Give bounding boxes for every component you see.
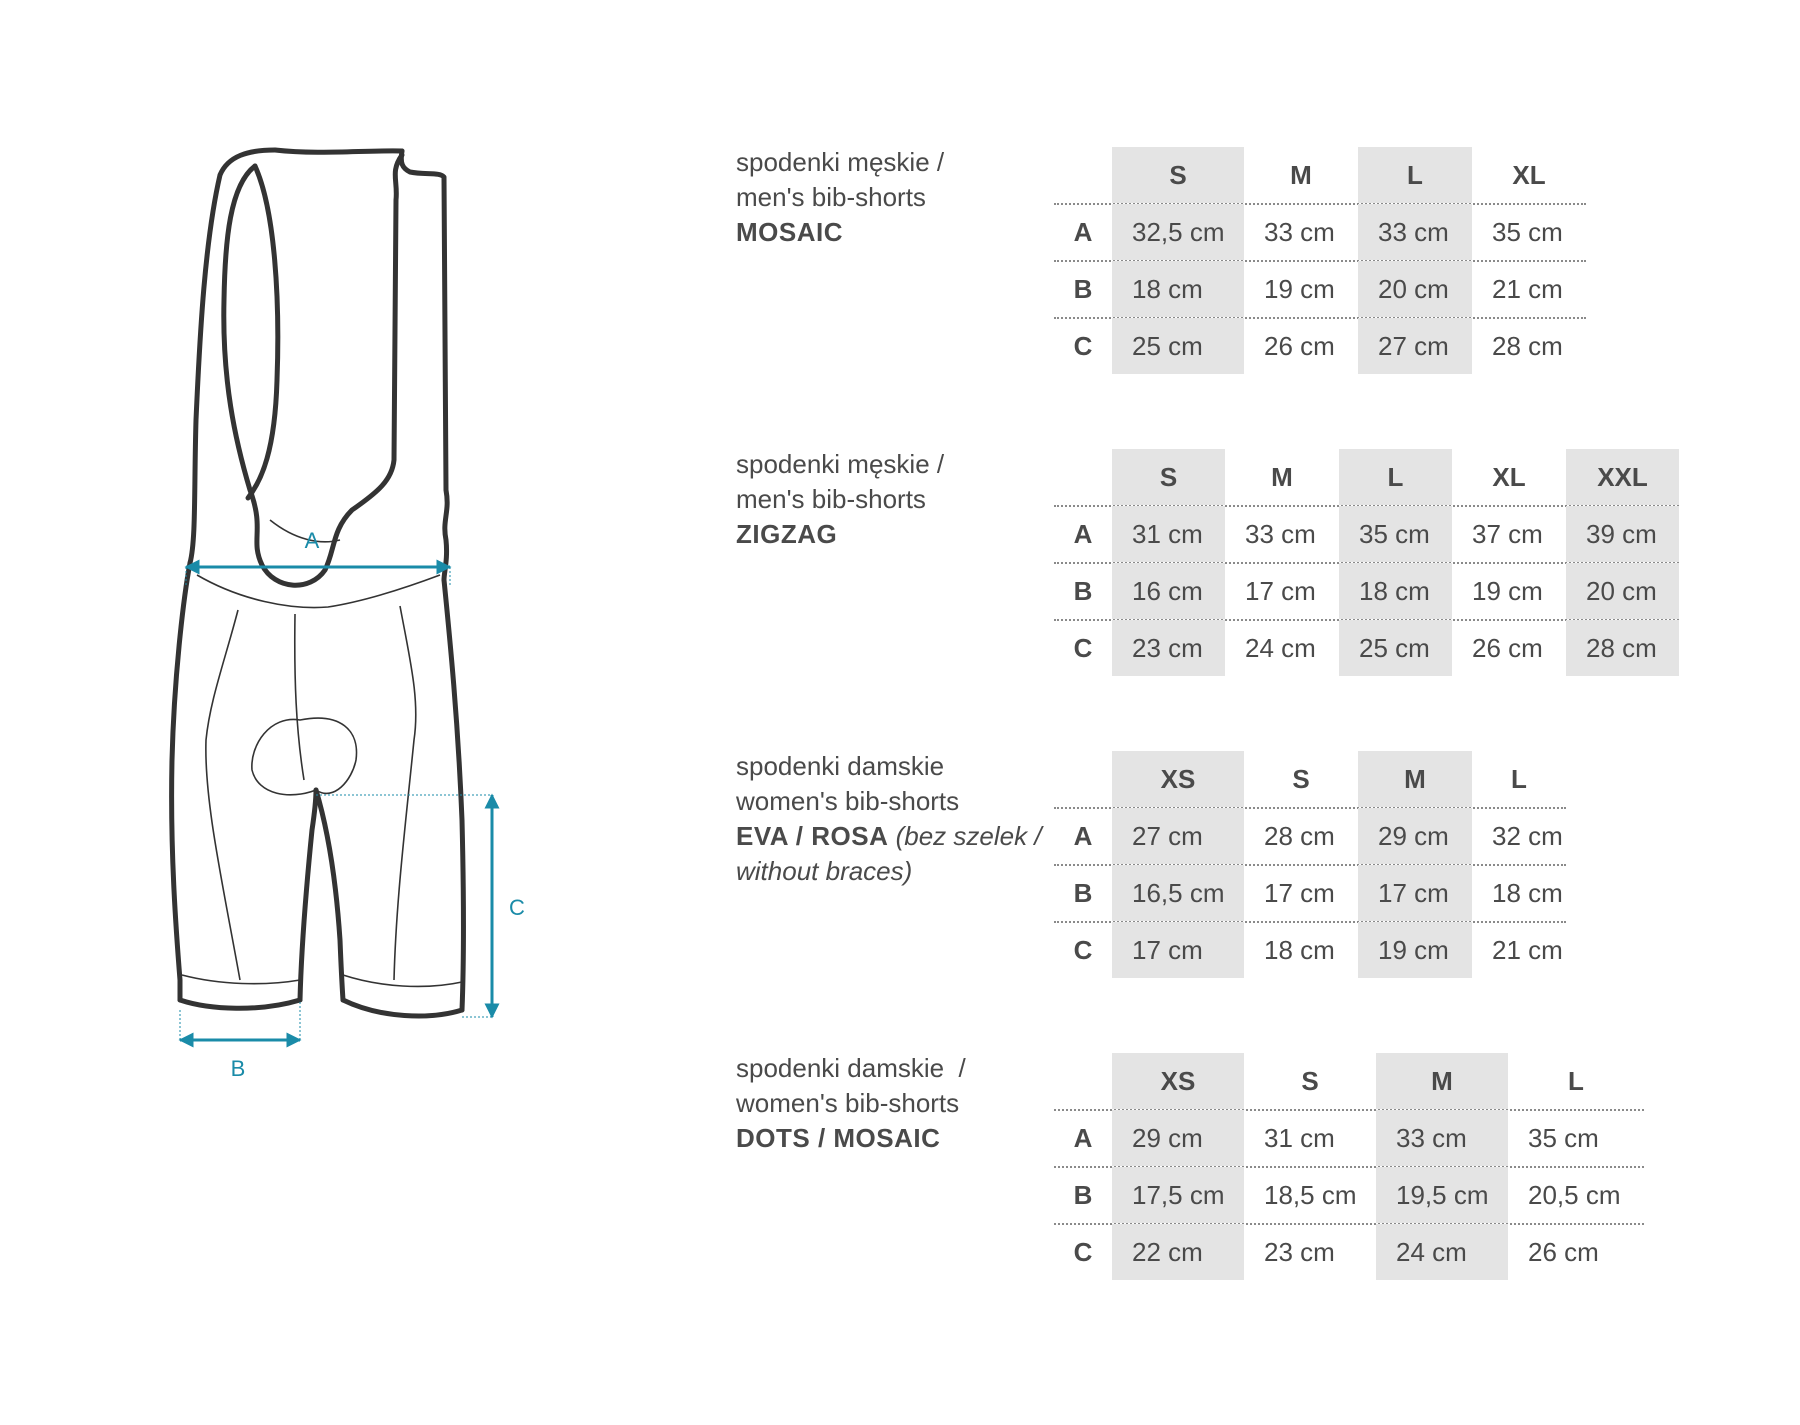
table-row xyxy=(1054,620,1679,676)
table-cell: 26 cm xyxy=(1472,633,1543,663)
table-cell: 32 cm xyxy=(1492,821,1563,851)
table-cell: 22 cm xyxy=(1112,1224,1244,1280)
table-cell: 20 cm xyxy=(1566,563,1679,619)
size-header-m: M xyxy=(1290,160,1312,190)
size-header-s: S xyxy=(1112,449,1225,505)
title-line-1: spodenki damskie / xyxy=(736,1053,966,1083)
title-line-2: women's bib-shorts xyxy=(736,1088,960,1118)
size-section-zigzag-men xyxy=(736,447,1776,687)
table-cell: 33 cm xyxy=(1376,1110,1508,1166)
table-row xyxy=(1054,922,1566,978)
table-cell: 17 cm xyxy=(1358,865,1472,921)
size-header-xs: XS xyxy=(1112,751,1244,807)
table-cell: 33 cm xyxy=(1264,217,1335,247)
table-cell: 17,5 cm xyxy=(1112,1167,1244,1223)
section-title xyxy=(736,1051,1036,1156)
size-header-xl: XL xyxy=(1492,462,1526,492)
row-label: C xyxy=(1073,1237,1093,1267)
measurement-b xyxy=(180,1002,300,1081)
table-row xyxy=(1054,865,1566,921)
table-cell: 24 cm xyxy=(1245,633,1316,663)
table-row xyxy=(1054,318,1586,374)
table-cell: 18 cm xyxy=(1339,563,1452,619)
table-row xyxy=(1054,563,1679,619)
table-cell: 28 cm xyxy=(1492,331,1563,361)
size-section-eva-rosa-women xyxy=(736,749,1776,989)
table-cell: 29 cm xyxy=(1112,1110,1244,1166)
row-label: A xyxy=(1073,821,1093,851)
size-header-m: M xyxy=(1271,462,1293,492)
garment-detail-lines xyxy=(182,520,462,986)
size-header-l: L xyxy=(1511,764,1527,794)
table-cell: 25 cm xyxy=(1339,620,1452,676)
model-note: (bez szelek / xyxy=(895,821,1042,851)
section-title xyxy=(736,447,1036,552)
table-cell: 32,5 cm xyxy=(1112,204,1244,260)
table-header-row xyxy=(1054,449,1679,505)
model-name: DOTS / MOSAIC xyxy=(736,1123,941,1153)
table-cell: 19 cm xyxy=(1472,576,1543,606)
row-label: A xyxy=(1073,217,1093,247)
table-cell: 27 cm xyxy=(1112,808,1244,864)
model-name: EVA / ROSA xyxy=(736,821,889,851)
model-note-2: without braces) xyxy=(736,856,913,886)
table-cell: 35 cm xyxy=(1339,506,1452,562)
size-header-xs: XS xyxy=(1112,1053,1244,1109)
table-cell: 31 cm xyxy=(1264,1123,1335,1153)
measurement-c xyxy=(316,795,525,1017)
size-header-s: S xyxy=(1112,147,1244,203)
table-cell: 24 cm xyxy=(1376,1224,1508,1280)
size-header-m: M xyxy=(1376,1053,1508,1109)
table-row xyxy=(1054,261,1586,317)
table-row xyxy=(1054,506,1679,562)
bib-shorts-diagram xyxy=(0,0,720,1140)
table-cell: 35 cm xyxy=(1528,1123,1599,1153)
label-a: A xyxy=(304,528,320,553)
table-row xyxy=(1054,1224,1644,1280)
table-cell: 17 cm xyxy=(1245,576,1316,606)
size-header-s: S xyxy=(1301,1066,1319,1096)
table-cell: 17 cm xyxy=(1264,878,1335,908)
table-cell: 28 cm xyxy=(1264,821,1335,851)
label-c: C xyxy=(509,895,525,920)
table-cell: 17 cm xyxy=(1112,922,1244,978)
title-line-1: spodenki męskie / xyxy=(736,147,945,177)
size-header-l: L xyxy=(1568,1066,1584,1096)
title-line-1: spodenki męskie / xyxy=(736,449,945,479)
table-cell: 16,5 cm xyxy=(1112,865,1244,921)
table-cell: 18,5 cm xyxy=(1264,1180,1357,1210)
table-cell: 19 cm xyxy=(1264,274,1335,304)
table-cell: 18 cm xyxy=(1264,935,1335,965)
table-cell: 18 cm xyxy=(1492,878,1563,908)
size-header-xxl: XXL xyxy=(1566,449,1679,505)
title-line-2: women's bib-shorts xyxy=(736,786,960,816)
row-label: A xyxy=(1073,1123,1093,1153)
section-title xyxy=(736,749,1042,889)
table-cell: 28 cm xyxy=(1566,620,1679,676)
table-cell: 37 cm xyxy=(1472,519,1543,549)
label-b: B xyxy=(230,1056,246,1081)
table-cell: 26 cm xyxy=(1528,1237,1599,1267)
title-line-2: men's bib-shorts xyxy=(736,182,926,212)
table-row xyxy=(1054,204,1586,260)
table-row xyxy=(1054,808,1566,864)
row-label: C xyxy=(1073,935,1093,965)
size-header-s: S xyxy=(1292,764,1310,794)
row-label: A xyxy=(1073,519,1093,549)
row-label: B xyxy=(1073,1180,1093,1210)
table-header-row xyxy=(1054,1053,1644,1109)
row-label: B xyxy=(1073,576,1093,606)
table-cell: 21 cm xyxy=(1492,274,1563,304)
table-row xyxy=(1054,1110,1644,1166)
table-cell: 23 cm xyxy=(1112,620,1225,676)
title-line-1: spodenki damskie xyxy=(736,751,945,781)
table-cell: 27 cm xyxy=(1358,318,1472,374)
table-row xyxy=(1054,1167,1644,1223)
table-cell: 33 cm xyxy=(1358,204,1472,260)
table-cell: 33 cm xyxy=(1245,519,1316,549)
table-cell: 39 cm xyxy=(1566,506,1679,562)
table-cell: 31 cm xyxy=(1112,506,1225,562)
title-line-2: men's bib-shorts xyxy=(736,484,926,514)
table-cell: 19 cm xyxy=(1358,922,1472,978)
size-header-m: M xyxy=(1358,751,1472,807)
row-label: C xyxy=(1073,633,1093,663)
size-section-mosaic-men xyxy=(736,145,1776,385)
row-label: B xyxy=(1073,878,1093,908)
table-cell: 25 cm xyxy=(1112,318,1244,374)
model-name: ZIGZAG xyxy=(736,519,838,549)
table-cell: 16 cm xyxy=(1112,563,1225,619)
model-name: MOSAIC xyxy=(736,217,843,247)
table-cell: 29 cm xyxy=(1358,808,1472,864)
table-cell: 35 cm xyxy=(1492,217,1563,247)
table-cell: 20,5 cm xyxy=(1528,1180,1621,1210)
table-cell: 26 cm xyxy=(1264,331,1335,361)
size-header-l: L xyxy=(1339,449,1452,505)
table-cell: 18 cm xyxy=(1112,261,1244,317)
size-header-l: L xyxy=(1358,147,1472,203)
table-header-row xyxy=(1054,751,1566,807)
table-cell: 19,5 cm xyxy=(1376,1167,1508,1223)
table-cell: 21 cm xyxy=(1492,935,1563,965)
row-label: B xyxy=(1073,274,1093,304)
size-header-xl: XL xyxy=(1512,160,1546,190)
table-cell: 20 cm xyxy=(1358,261,1472,317)
table-cell: 23 cm xyxy=(1264,1237,1335,1267)
size-section-dots-mosaic-women xyxy=(736,1051,1776,1291)
section-title xyxy=(736,145,1036,250)
table-header-row xyxy=(1054,147,1586,203)
row-label: C xyxy=(1073,331,1093,361)
